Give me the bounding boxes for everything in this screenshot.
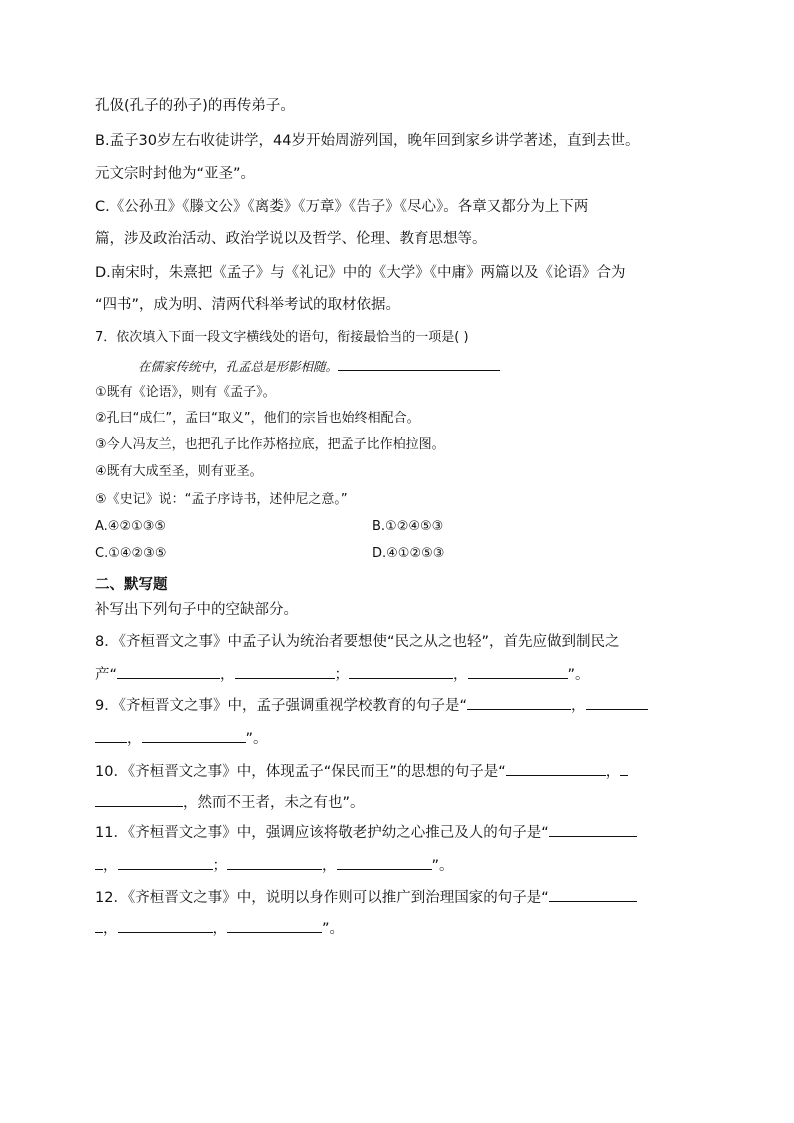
section-instruction: 补写出下列句子中的空缺部分。 [95, 602, 298, 618]
q7-passage-text: 在儒家传统中，孔孟总是形影相随。 [138, 359, 339, 374]
q11-blank-1a [549, 822, 637, 837]
q6-option-b-line2: 元文宗时封他为“亚圣”。 [95, 166, 256, 182]
q9-stem: 9．《齐桓晋文之事》中，孟子强调重视学校教育的句子是“ [95, 698, 467, 714]
q6-option-c-line1: C.《公孙丑》《滕文公》《离娄》《万章》《告子》《尽心》。各章又都分为上下两 [95, 199, 589, 215]
q8-prefix: 产“ [95, 667, 118, 683]
q12-blank-1b [95, 918, 103, 933]
q11-blank-3 [227, 855, 322, 870]
q9-blank-3 [142, 728, 246, 743]
q6-option-c-line2: 篇，涉及政治活动、政治学说以及哲学、伦理、教育思想等。 [95, 231, 487, 247]
q11-stem: 11．《齐桓晋文之事》中，强调应该将敬老护幼之心推己及人的句子是“ [95, 825, 549, 841]
q8-blank-2 [235, 664, 335, 679]
q11-sep-2: ； [212, 858, 227, 874]
q11-blank-1b [95, 855, 103, 870]
q11-blank-2 [118, 855, 213, 870]
q7-item-2: ②孔曰“成仁”，孟曰“取义”，他们的宗旨也始终相配合。 [95, 411, 420, 426]
q11-sep-1: ， [103, 858, 118, 874]
q12-stem: 12．《齐桓晋文之事》中，说明以身作则可以推广到治理国家的句子是“ [95, 890, 549, 906]
q7-passage-blank [338, 356, 500, 371]
q12-sep-2: ， [212, 921, 227, 937]
q10-stem: 10．《齐桓晋文之事》中，体现孟子“保民而王”的思想的句子是“ [95, 764, 506, 780]
q6-option-d-line2: “四书”，成为明、清两代科举考试的取材依据。 [95, 297, 401, 313]
q12-sep-1: ， [103, 921, 118, 937]
q9-end: ”。 [245, 731, 268, 747]
q12-line1 [95, 887, 637, 908]
q8-blank-1 [117, 664, 220, 679]
q9-sep-2: ， [127, 731, 142, 747]
q6-option-b-line1: B.孟子30岁左右收徒讲学，44岁开始周游列国，晚年回到家乡讲学著述，直到去世。 [95, 133, 640, 149]
q11-sep-3: ， [322, 858, 337, 874]
q8-line1: 8．《齐桓晋文之事》中孟子认为统治者要想使“民之从之也轻”，首先应做到制民之 [95, 634, 620, 650]
q12-blank-2 [118, 918, 213, 933]
q8-line2 [95, 664, 590, 685]
q10-blank-2b [95, 792, 183, 807]
q10-line2 [95, 792, 365, 813]
q7-passage [138, 356, 500, 377]
q10-sep-1: ， [605, 764, 621, 780]
q9-blank-1 [467, 695, 571, 710]
q6-option-d-line1: D.南宋时，朱熹把《孟子》与《礼记》中的《大学》《中庸》两篇以及《论语》合为 [95, 265, 626, 281]
q8-sep-2: ； [334, 667, 350, 683]
q12-line2 [95, 918, 344, 939]
q7-option-d: D.④①②⑤③ [372, 546, 445, 561]
q7-item-4: ④既有大成至圣，则有亚圣。 [95, 464, 263, 479]
q10-line1 [95, 761, 628, 782]
q11-line1 [95, 822, 637, 843]
q8-blank-3 [349, 664, 453, 679]
q8-end: ”。 [567, 667, 590, 683]
q7-stem: 7．依次填入下面一段文字横线处的语句，衔接最恰当的一项是( ) [95, 330, 469, 345]
q7-item-5: ⑤《史记》说：“孟子序诗书，述仲尼之意。” [95, 492, 348, 507]
q8-sep-3: ， [453, 667, 468, 683]
q10-blank-1 [506, 761, 606, 776]
q11-blank-4 [337, 855, 432, 870]
q7-item-3: ③今人冯友兰，也把孔子比作苏格拉底，把孟子比作柏拉图。 [95, 437, 445, 452]
q8-blank-4 [468, 664, 568, 679]
q12-end: ”。 [322, 921, 345, 937]
q10-tail: ，然而不王者，未之有也”。 [183, 795, 365, 811]
q10-blank-2a [620, 761, 628, 776]
section-title: 二、默写题 [95, 577, 168, 593]
q7-option-c: C.①④②③⑤ [95, 546, 167, 561]
q8-sep-1: ， [220, 667, 235, 683]
q9-sep-1: ， [571, 698, 586, 714]
q11-line2 [95, 855, 454, 876]
q12-blank-1a [549, 887, 637, 902]
q11-end: ”。 [431, 858, 454, 874]
q7-item-1: ①既有《论语》，则有《孟子》。 [95, 385, 276, 400]
q9-line1 [95, 695, 648, 716]
q7-option-a: A.④②①③⑤ [95, 519, 167, 534]
q9-blank-2b [95, 728, 127, 743]
q9-blank-2a [586, 695, 648, 710]
q7-option-b: B.①②④⑤③ [372, 519, 444, 534]
q12-blank-3 [227, 918, 322, 933]
q9-line2 [95, 728, 268, 749]
q6-option-a-tail: 孔伋(孔子的孙子)的再传弟子。 [95, 98, 295, 114]
